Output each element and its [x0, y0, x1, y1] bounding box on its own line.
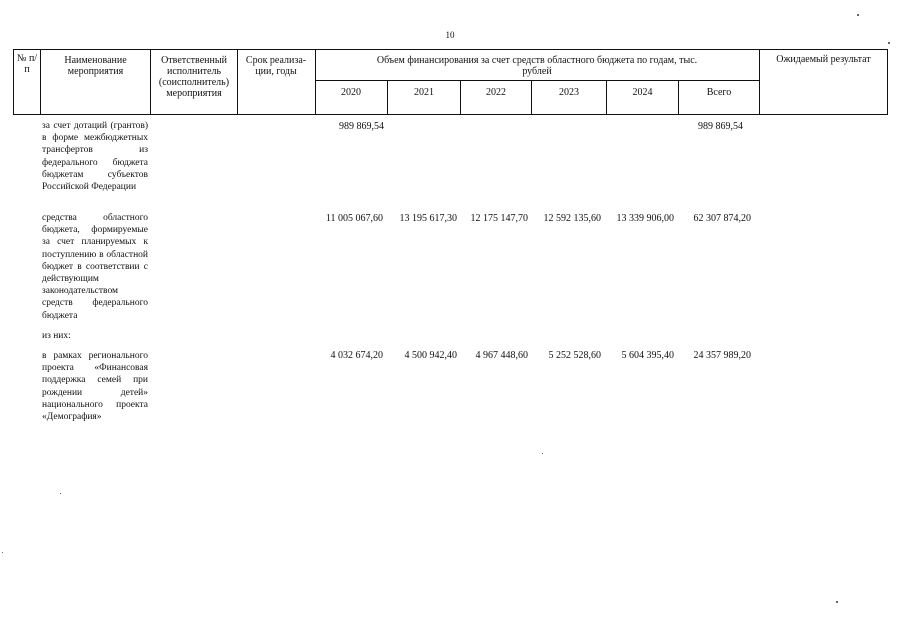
header-col-no: № п/п [16, 53, 38, 75]
row-value-2022: 4 967 448,60 [475, 350, 528, 361]
col-divider [150, 49, 151, 115]
row-value-total: 62 307 874,20 [693, 213, 751, 224]
row-value-2020: 4 032 674,20 [330, 350, 383, 361]
header-year-2023: 2023 [559, 87, 579, 98]
row-value-2020: 11 005 067,60 [325, 213, 383, 224]
header-col-name: Наименование мероприятия [64, 55, 127, 77]
scan-speck [836, 601, 838, 603]
header-total: Всего [706, 87, 732, 98]
col-divider [13, 49, 14, 115]
row-name: за счет дотаций (грантов) в форме межбюджетных трансфертов из федерального бюджета бюджетам субъектов Российской Федерации [42, 121, 148, 193]
col-divider [40, 49, 41, 115]
header-year-2021: 2021 [414, 87, 434, 98]
header-top-border [13, 49, 888, 50]
header-bottom-border [13, 114, 888, 115]
header-col-executor: Ответственный исполнитель (соисполнитель) мероприятия [158, 55, 230, 99]
scan-speck [60, 493, 61, 494]
row-name: средства областного бюджета, формируемые за счет планируемых к поступлению в областной бюджет в соответствии с действующим законодательством средств федерального бюджета [42, 213, 148, 321]
page-number: 10 [445, 30, 455, 40]
scan-speck [888, 42, 890, 44]
row-value-2021: 4 500 942,40 [404, 350, 457, 361]
row-value-total: 24 357 989,20 [693, 350, 751, 361]
table-header [13, 49, 888, 115]
col-divider [237, 49, 238, 115]
header-col-funding: Объем финансирования за счет средств областного бюджета по годам, тыс. рублей [376, 55, 698, 77]
header-year-2024: 2024 [632, 87, 653, 98]
row-name: в рамках регионального проекта «Финансовая поддержка семей при рождении детей» национального проекта «Демография» [42, 351, 148, 423]
row-value-2024: 13 339 906,00 [616, 213, 674, 224]
scan-speck [2, 552, 3, 553]
scan-speck [542, 453, 543, 454]
scan-speck [857, 14, 859, 16]
row-name: из них: [42, 331, 71, 341]
row-value-2023: 12 592 135,60 [543, 213, 601, 224]
col-divider [887, 49, 888, 115]
col-divider [315, 49, 316, 115]
header-col-term: Срок реализа-ции, годы [245, 55, 307, 77]
row-value-2024: 5 604 395,40 [621, 350, 674, 361]
header-col-result: Ожидаемый результат [776, 54, 871, 65]
header-year-2022: 2022 [486, 87, 506, 98]
years-divider [315, 80, 759, 81]
row-value-2020: 989 869,54 [339, 121, 384, 132]
row-value-2022: 12 175 147,70 [470, 213, 528, 224]
header-year-2020: 2020 [341, 87, 361, 98]
row-value-total: 989 869,54 [698, 121, 743, 132]
row-value-2021: 13 195 617,30 [399, 213, 457, 224]
row-value-2023: 5 252 528,60 [548, 350, 601, 361]
col-divider [759, 49, 760, 115]
